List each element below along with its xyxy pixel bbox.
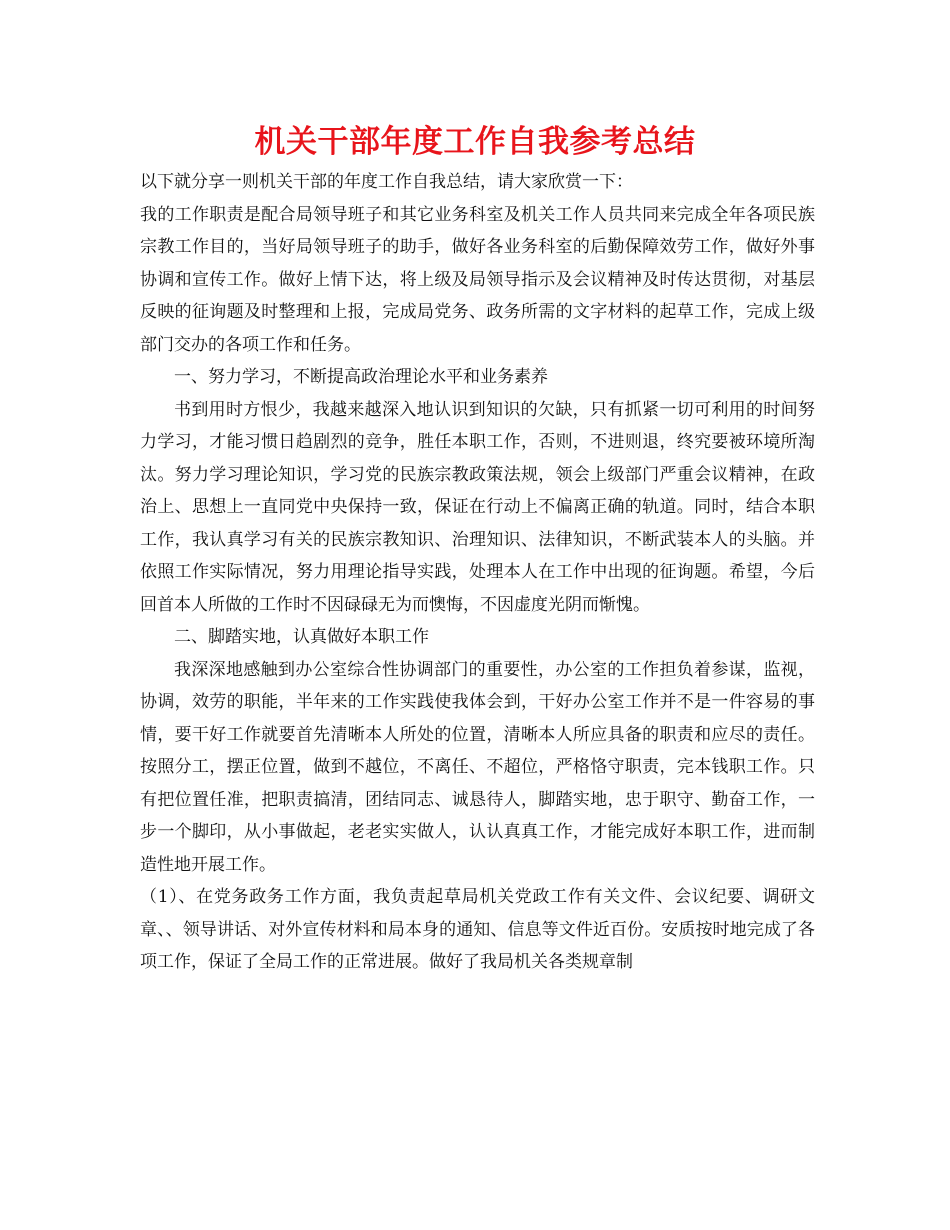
party-work-paragraph: （1）、在党务政务工作方面，我负责起草局机关党政工作有关文件、会议纪要、调研文章、、领导讲话、对外宣传材料和局本身的通知、信息等文件近百份。安质按时地完成了各项工作，保证了全局工作的正常进展。做好了我局机关各类规章制 [140, 887, 815, 972]
document-title: 机关干部年度工作自我参考总结 [254, 124, 696, 160]
section-heading-2: 二、脚踏实地，认真做好本职工作 [174, 627, 429, 647]
section-heading-1: 一、努力学习，不断提高政治理论水平和业务素养 [174, 367, 548, 387]
document-body [140, 166, 815, 979]
duty-paragraph: 我深深地感触到办公室综合性协调部门的重要性，办公室的工作担负着参谋，监视，协调，效劳的职能，半年来的工作实践使我体会到，干好办公室工作并不是一件容易的事情，要干好工作就要首先清晰本人所处的位置，清晰本人所应具备的职责和应尽的责任。按照分工，摆正位置，做到不越位，不离任、不超位，严格恪守职责，完本钱职工作。只有把位置任准，把职责搞清，团结同志、诚恳待人，脚踏实地，忠于职守、勤奋工作，一步一个脚印，从小事做起，老老实实做人，认认真真工作，才能完成好本职工作，进而制造性地开展工作。 [140, 659, 815, 875]
job-duties-paragraph: 我的工作职责是配合局领导班子和其它业务科室及机关工作人员共同来完成全年各项民族宗教工作目的，当好局领导班子的助手，做好各业务科室的后勤保障效劳工作，做好外事协调和宣传工作。做好上情下达，将上级及局领导指示及会议精神及时传达贯彻，对基层反映的征询题及时整理和上报，完成局党务、政务所需的文字材料的起草工作，完成上级部门交办的各项工作和任务。 [140, 204, 815, 355]
intro-paragraph: 以下就分享一则机关干部的年度工作自我总结，请大家欣赏一下： [140, 172, 633, 192]
study-paragraph: 书到用时方恨少，我越来越深入地认识到知识的欠缺，只有抓紧一切可利用的时间努力学习，才能习惯日趋剧烈的竞争，胜任本职工作，否则，不进则退，终究要被环境所淘汰。努力学习理论知识，学习党的民族宗教政策法规，领会上级部门严重会议精神，在政治上、思想上一直同党中央保持一致，保证在行动上不偏离正确的轨道。同时，结合本职工作，我认真学习有关的民族宗教知识、治理知识、法律知识，不断武装本人的头脑。并依照工作实际情况，努力用理论指导实践，处理本人在工作中出现的征询题。希望，今后回首本人所做的工作时不因碌碌无为而懊悔，不因虚度光阴而惭愧。 [140, 399, 815, 615]
